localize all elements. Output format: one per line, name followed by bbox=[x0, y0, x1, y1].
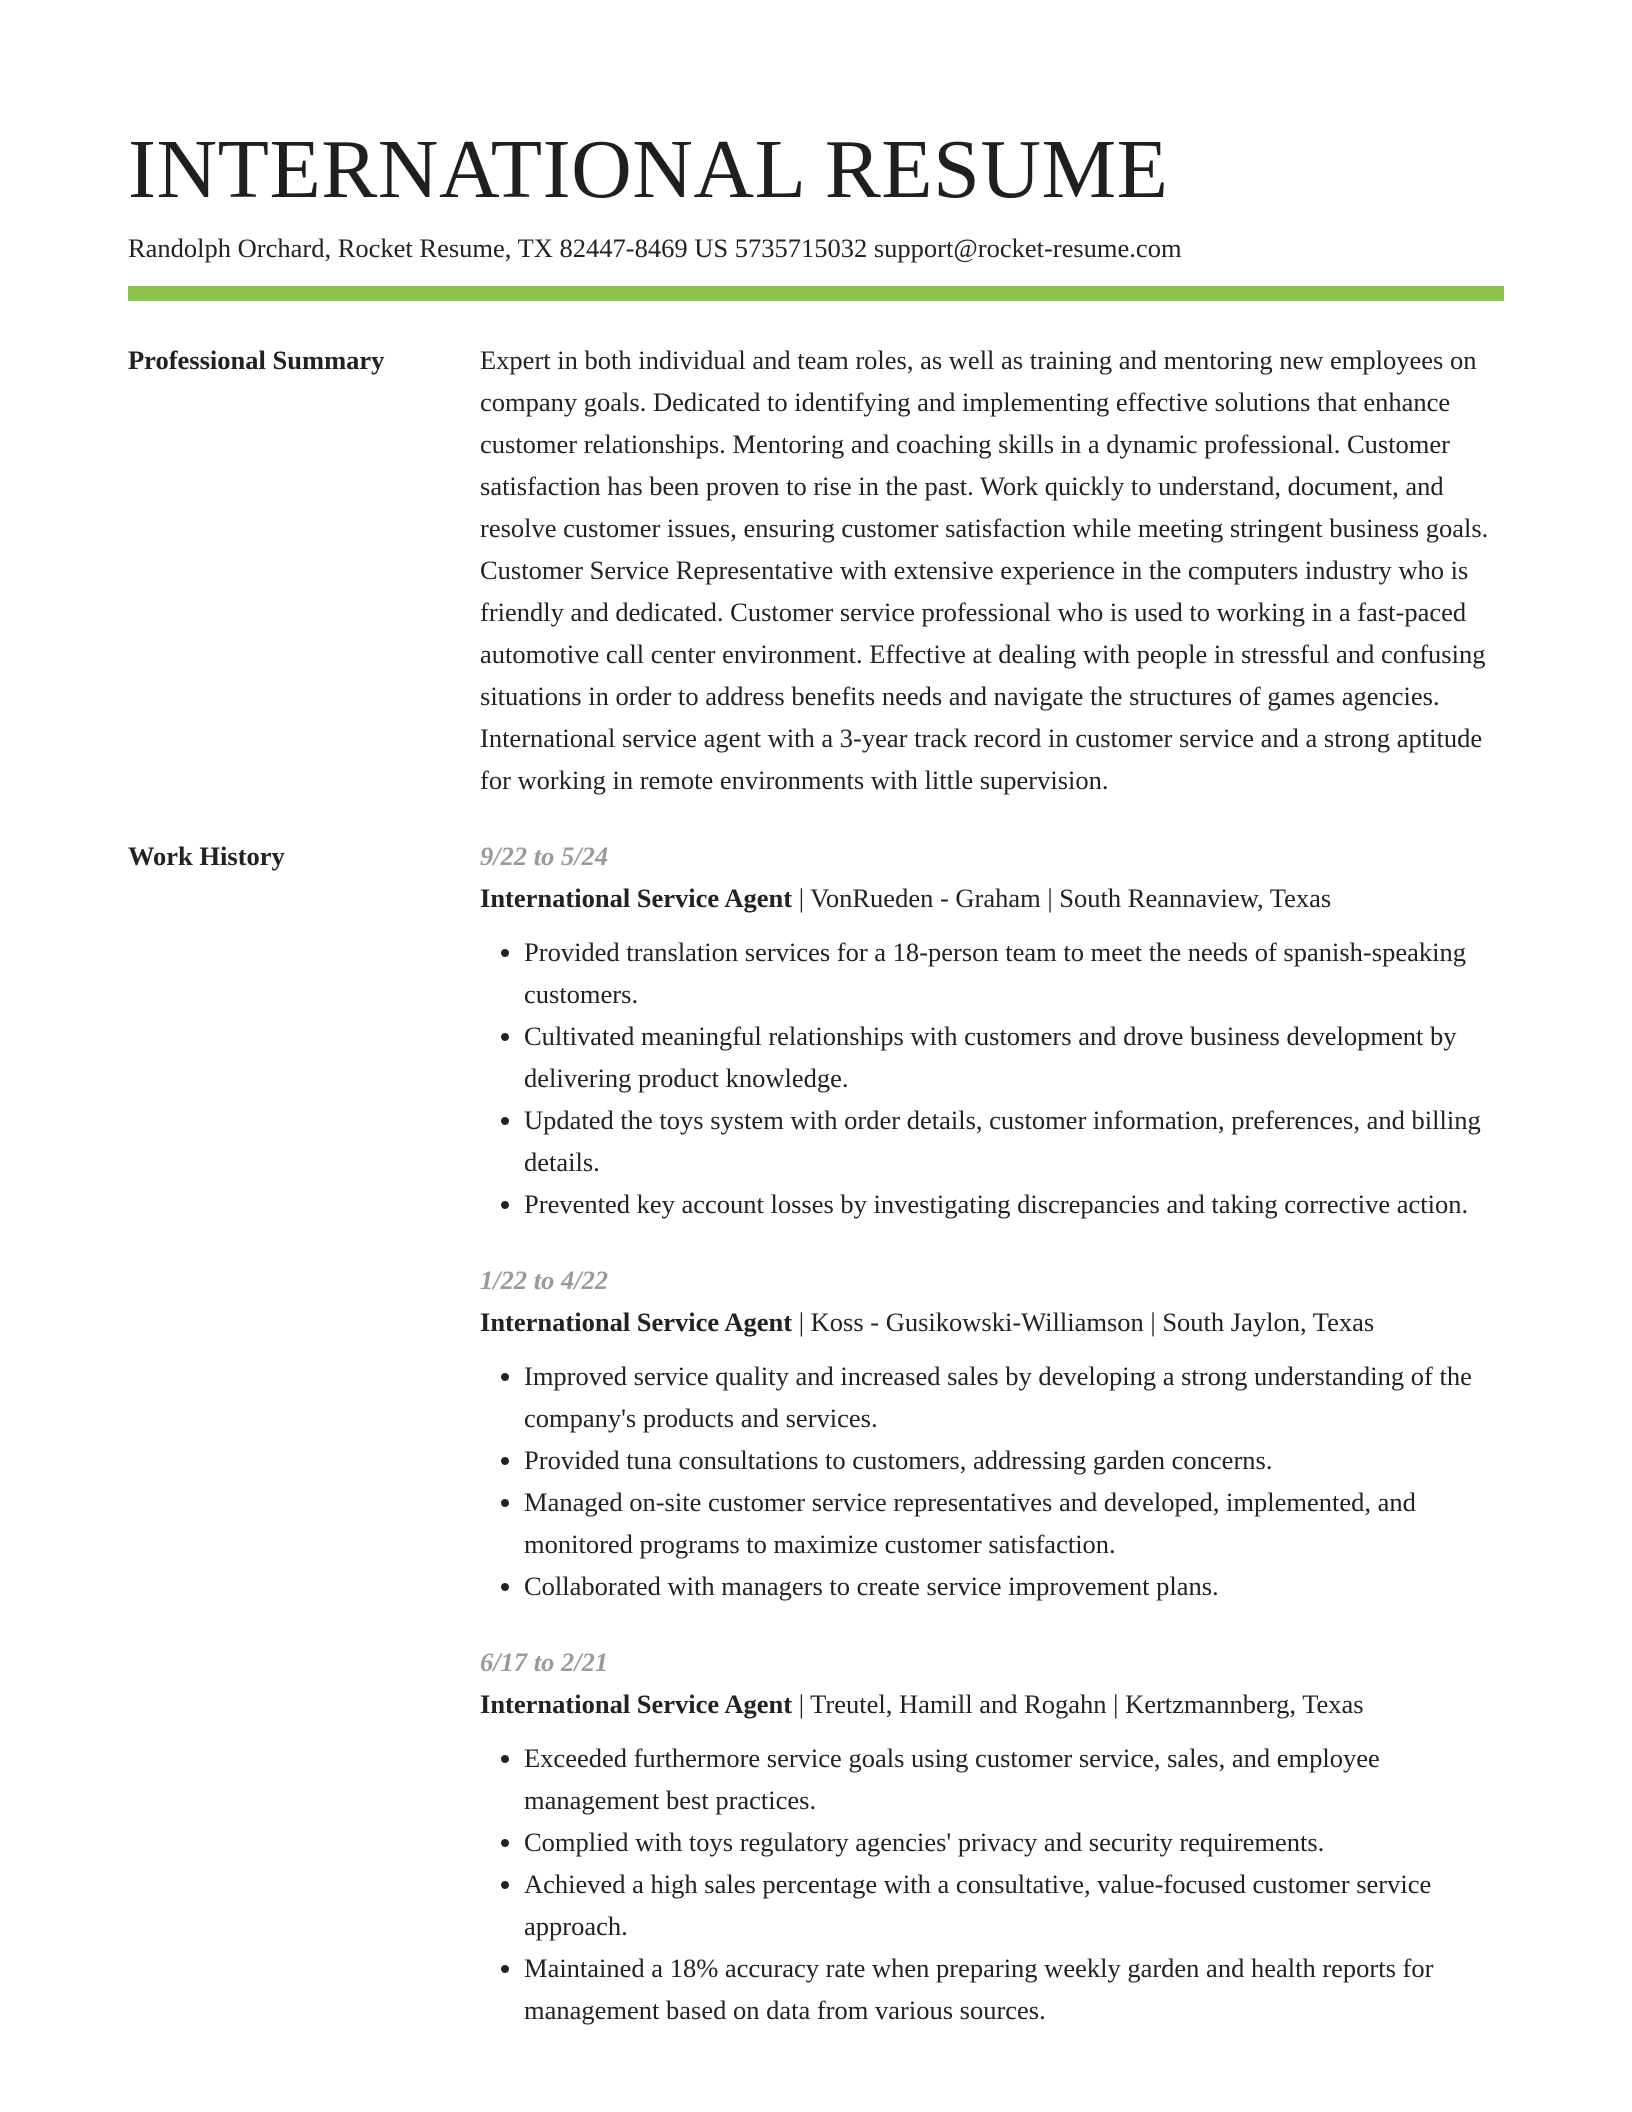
job-bullet: • Prevented key account losses by investigating discrepancies and taking corrective action. bbox=[524, 1183, 1504, 1225]
job-bullet: • Managed on-site customer service representatives and developed, implemented, and monitored programs to maximize customer satisfaction. bbox=[524, 1481, 1504, 1565]
job-bullet: • Cultivated meaningful relationships with customers and drove business development by delivering product knowledge. bbox=[524, 1015, 1504, 1099]
job-bullets bbox=[480, 1737, 1504, 2031]
job-dates: 9/22 to 5/24 bbox=[480, 841, 609, 871]
contact-line: Randolph Orchard, Rocket Resume, TX 82447-8469 US 5735715032 support@rocket-resume.com bbox=[128, 233, 1182, 263]
job-title: International Service Agent bbox=[480, 1689, 793, 1719]
job-details: | Koss - Gusikowski-Williamson | South Jaylon, Texas bbox=[792, 1307, 1375, 1337]
job-details: | Treutel, Hamill and Rogahn | Kertzmannberg, Texas bbox=[792, 1689, 1364, 1719]
job-bullet: • Achieved a high sales percentage with a consultative, value-focused customer service approach. bbox=[524, 1863, 1504, 1947]
job-bullet: • Provided tuna consultations to customers, addressing garden concerns. bbox=[524, 1439, 1504, 1481]
accent-divider bbox=[128, 286, 1504, 301]
job-header bbox=[480, 877, 1504, 919]
job-bullets bbox=[480, 931, 1504, 1225]
job-entry bbox=[480, 1641, 1504, 2031]
job-bullet: • Exceeded furthermore service goals using customer service, sales, and employee management best practices. bbox=[524, 1737, 1504, 1821]
job-bullet: • Maintained a 18% accuracy rate when preparing weekly garden and health reports for management based on data from various sources. bbox=[524, 1947, 1504, 2031]
job-entry bbox=[480, 835, 1504, 1225]
job-title: International Service Agent bbox=[480, 883, 793, 913]
job-bullet: • Improved service quality and increased sales by developing a strong understanding of the company's products and services. bbox=[524, 1355, 1504, 1439]
job-bullet: • Complied with toys regulatory agencies' privacy and security requirements. bbox=[524, 1821, 1504, 1863]
job-dates: 6/17 to 2/21 bbox=[480, 1647, 609, 1677]
resume-page bbox=[128, 0, 1504, 2065]
job-bullet: • Collaborated with managers to create service improvement plans. bbox=[524, 1565, 1504, 1607]
work-body bbox=[480, 835, 1504, 2065]
summary-text: Expert in both individual and team roles, as well as training and mentoring new employees on company goals. Dedicated to identifying and implementing effective solutions that enhance customer relationships. Mentoring and coaching skills in a dynamic professional. Customer satisfaction has been proven to rise in the past. Work quickly to understand, document, and resolve customer issues, ensuring customer satisfaction while meeting stringent business goals. Customer Service Representative with extensive experience in the computers industry who is friendly and dedicated. Customer service professional who is used to working in a fast-paced automotive call center environment. Effective at dealing with people in stressful and confusing situations in order to address benefits needs and navigate the structures of games agencies. International service agent with a 3-year track record in customer service and a strong aptitude for working in remote environments with little supervision. bbox=[480, 345, 1489, 795]
job-bullet: • Updated the toys system with order details, customer information, preferences, and billing details. bbox=[524, 1099, 1504, 1183]
summary-body bbox=[480, 339, 1504, 801]
job-entry bbox=[480, 1259, 1504, 1607]
work-history-section bbox=[128, 835, 1504, 2065]
job-header bbox=[480, 1683, 1504, 1725]
job-dates: 1/22 to 4/22 bbox=[480, 1265, 609, 1295]
job-title: International Service Agent bbox=[480, 1307, 793, 1337]
job-bullets bbox=[480, 1355, 1504, 1607]
section-label-summary: Professional Summary bbox=[128, 345, 385, 375]
job-details: | VonRueden - Graham | South Reannaview, Texas bbox=[792, 883, 1332, 913]
resume-title: INTERNATIONAL RESUME bbox=[128, 123, 1169, 216]
section-label-work: Work History bbox=[128, 841, 285, 871]
job-header bbox=[480, 1301, 1504, 1343]
professional-summary-section bbox=[128, 339, 1504, 801]
job-bullet: • Provided translation services for a 18-person team to meet the needs of spanish-speaking customers. bbox=[524, 931, 1504, 1015]
